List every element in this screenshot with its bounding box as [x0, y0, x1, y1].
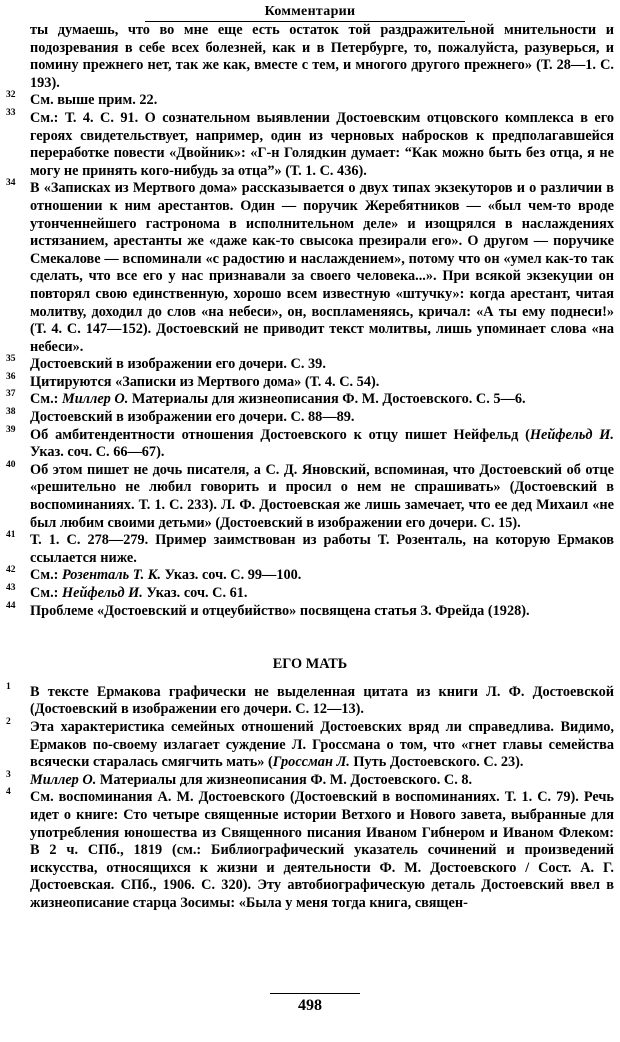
note-text: Материалы для жизнеописания Ф. М. Достоевского. С. 5—6. — [128, 391, 526, 408]
note-item — [6, 371, 614, 392]
note-text: ты думаешь, что во мне еще есть остаток той раздражительной мнительности и подозревания в себе всех болезней, как и в Петербурге, то, пожалуйста, разуверься, и помину прежнего нет, так же как, вместе с тем, и многого другого прежнего» (Т. 28—1. С. 193). — [30, 22, 614, 91]
page-number: 498 — [298, 997, 322, 1014]
note-text: Проблеме «Достоевский и отцеубийство» посвящена статья З. Фрейда (1928). — [30, 602, 530, 619]
note-item — [6, 424, 615, 462]
note-text: Материалы для жизнеописания Ф. М. Достоевского. С. 8. — [96, 771, 473, 788]
notes-bottom — [6, 681, 614, 913]
note-item — [6, 567, 614, 585]
note-number: 44 — [6, 600, 16, 611]
note-text-prefix: Эта характеристика семейных отношений Достоевских вряд ли справедлива. Видимо, Ермаков по-своему излагает суждение Л. Гроссмана о том, что «гнет главы семейства всячески старалась смягчить мать» ( — [30, 718, 614, 771]
footer-rule — [270, 993, 360, 994]
note-number: 43 — [6, 583, 16, 593]
note-item — [6, 789, 614, 912]
note-number: 37 — [6, 389, 16, 400]
running-header: Комментарии — [264, 4, 356, 19]
note-item — [6, 92, 614, 110]
note-item — [6, 22, 614, 92]
note-text: Указ. соч. С. 99—100. — [161, 567, 302, 584]
note-author: Нейфельд И. — [529, 426, 615, 443]
note-item — [6, 391, 614, 409]
note-author: Нейфельд И. — [61, 585, 143, 601]
notes-top — [6, 22, 614, 620]
note-item — [6, 585, 614, 603]
note-number: 35 — [6, 354, 16, 365]
note-text: В тексте Ермакова графически не выделенная цитата из книги Л. Ф. Достоевской (Достоевский в изображении его дочери. С. 12—13). — [30, 683, 614, 718]
note-text-prefix: См.: — [30, 391, 62, 408]
note-text: В «Записках из Мертвого дома» рассказывается о двух типах экзекуторов и о различии в отношении к ним арестантов. Один — поручик Жеребятников — «был чем-то вроде утонченнейшего гастронома в исполнительном деле» и изощрялся в наслаждениях истязанием, арестанты же «даже как-то свысока презирали его». О другом — поручике Смекалове — вспоминали «с радостию и наслаждением», потому что он «умел как-то так сделать, что все его у нас признавали за своего человека...». При всякой экзекуции он повторял свою единственную, хорошо всем известную «штучку»: когда арестант, читая молитву, доходил до слов «на небеси», он, воспламеняясь, кричал: «А ты ему поднеси!» (Т. 4. С. 147—152). Достоевский не приводит текст молитвы, лишь упоминает слова «на небеси». — [30, 180, 614, 355]
note-number: 36 — [6, 371, 16, 382]
note-text-prefix: См.: — [30, 585, 62, 601]
notes-content — [6, 22, 614, 913]
note-text: Т. 1. С. 278—279. Пример заимствован из работы Т. Розенталь, на которую Ермаков ссылается ниже. — [30, 532, 614, 566]
note-item — [6, 180, 614, 356]
note-item — [6, 769, 614, 790]
note-number: 33 — [6, 107, 16, 118]
note-number: 3 — [6, 769, 11, 780]
note-item — [6, 716, 614, 772]
note-number: 40 — [6, 459, 16, 470]
note-text: См. выше прим. 22. — [30, 92, 158, 109]
note-author: Миллер О. — [61, 391, 129, 408]
note-item — [6, 600, 614, 621]
note-item — [6, 356, 614, 374]
note-text: Достоевский в изображении его дочери. С. 88—89. — [30, 409, 355, 426]
note-author: Миллер О. — [30, 771, 97, 788]
note-text-prefix: Об амбитендентности отношения Достоевского к отцу пишет Нейфельд ( — [30, 426, 530, 443]
note-number: 34 — [6, 178, 16, 189]
note-text: Об этом пишет не дочь писателя, а С. Д. Яновский, вспоминая, что Достоевский об отце «решительно не любил говорить и просил о нем не спрашивать» (Достоевский в воспоминаниях. Т. 1. С. 233). Л. Ф. Достоевская же лишь замечает, что ее дед Михаил «не был любим своими детьми» (Достоевский в изображении его дочери. С. 15). — [30, 461, 614, 531]
note-item — [6, 532, 614, 567]
note-author: Гроссман Л. — [272, 754, 350, 771]
note-author: Розенталь Т. К. — [61, 567, 161, 584]
note-text: Цитируются «Записки из Мертвого дома» (Т. 4. С. 54). — [30, 373, 380, 390]
note-item — [6, 459, 614, 532]
note-item — [6, 681, 614, 719]
note-number: 42 — [6, 565, 16, 576]
section-title: ЕГО МАТЬ — [272, 656, 348, 673]
note-number: 1 — [6, 681, 11, 692]
note-text-prefix: См.: — [30, 567, 62, 584]
note-number: 41 — [6, 530, 16, 541]
note-text: См.: Т. 4. С. 91. О сознательном выявлении Достоевским отцовского комплекса в его героях свидетельствует, например, один из черновых набросков к предполагавшейся переработке повести «Двойник»: «Г-н Голядкин думает: “Как можно быть без отца, я не могу не принять кого-нибудь за отца”» (Т. 1. С. 436). — [30, 109, 614, 179]
note-text: Указ. соч. С. 61. — [142, 585, 248, 601]
note-text: Указ. соч. С. 66—67). — [30, 444, 165, 461]
note-number: 38 — [6, 407, 16, 418]
note-text: Достоевский в изображении его дочери. С. 39. — [30, 356, 326, 373]
note-text: Путь Достоевского. С. 23). — [349, 754, 524, 771]
note-number: 32 — [6, 90, 16, 101]
note-text: См. воспоминания А. М. Достоевского (Достоевский в воспоминаниях. Т. 1. С. 79). Речь идет о книге: Сто четыре священные истории Ветхого и Нового завета, выбранные для употребления юношества из Священного писания Иваном Гибнером и Иваном Флеком: В 2 ч. СПб., 1819 (см.: Библиографический указатель сочинений и произведений искусства, относящихся к жизни и деятельности Ф. М. Достоевского / Сост. А. Г. Достоевская. СПб., 1906. С. 320). Эту автобиографическую деталь Достоевский ввел в жизнеописание старца Зосимы: «Была у меня тогда книга, священ- — [30, 789, 614, 911]
note-number: 4 — [6, 787, 11, 798]
note-number: 2 — [6, 716, 11, 727]
note-item — [6, 107, 614, 180]
note-number: 39 — [6, 424, 16, 435]
note-item — [6, 409, 614, 427]
